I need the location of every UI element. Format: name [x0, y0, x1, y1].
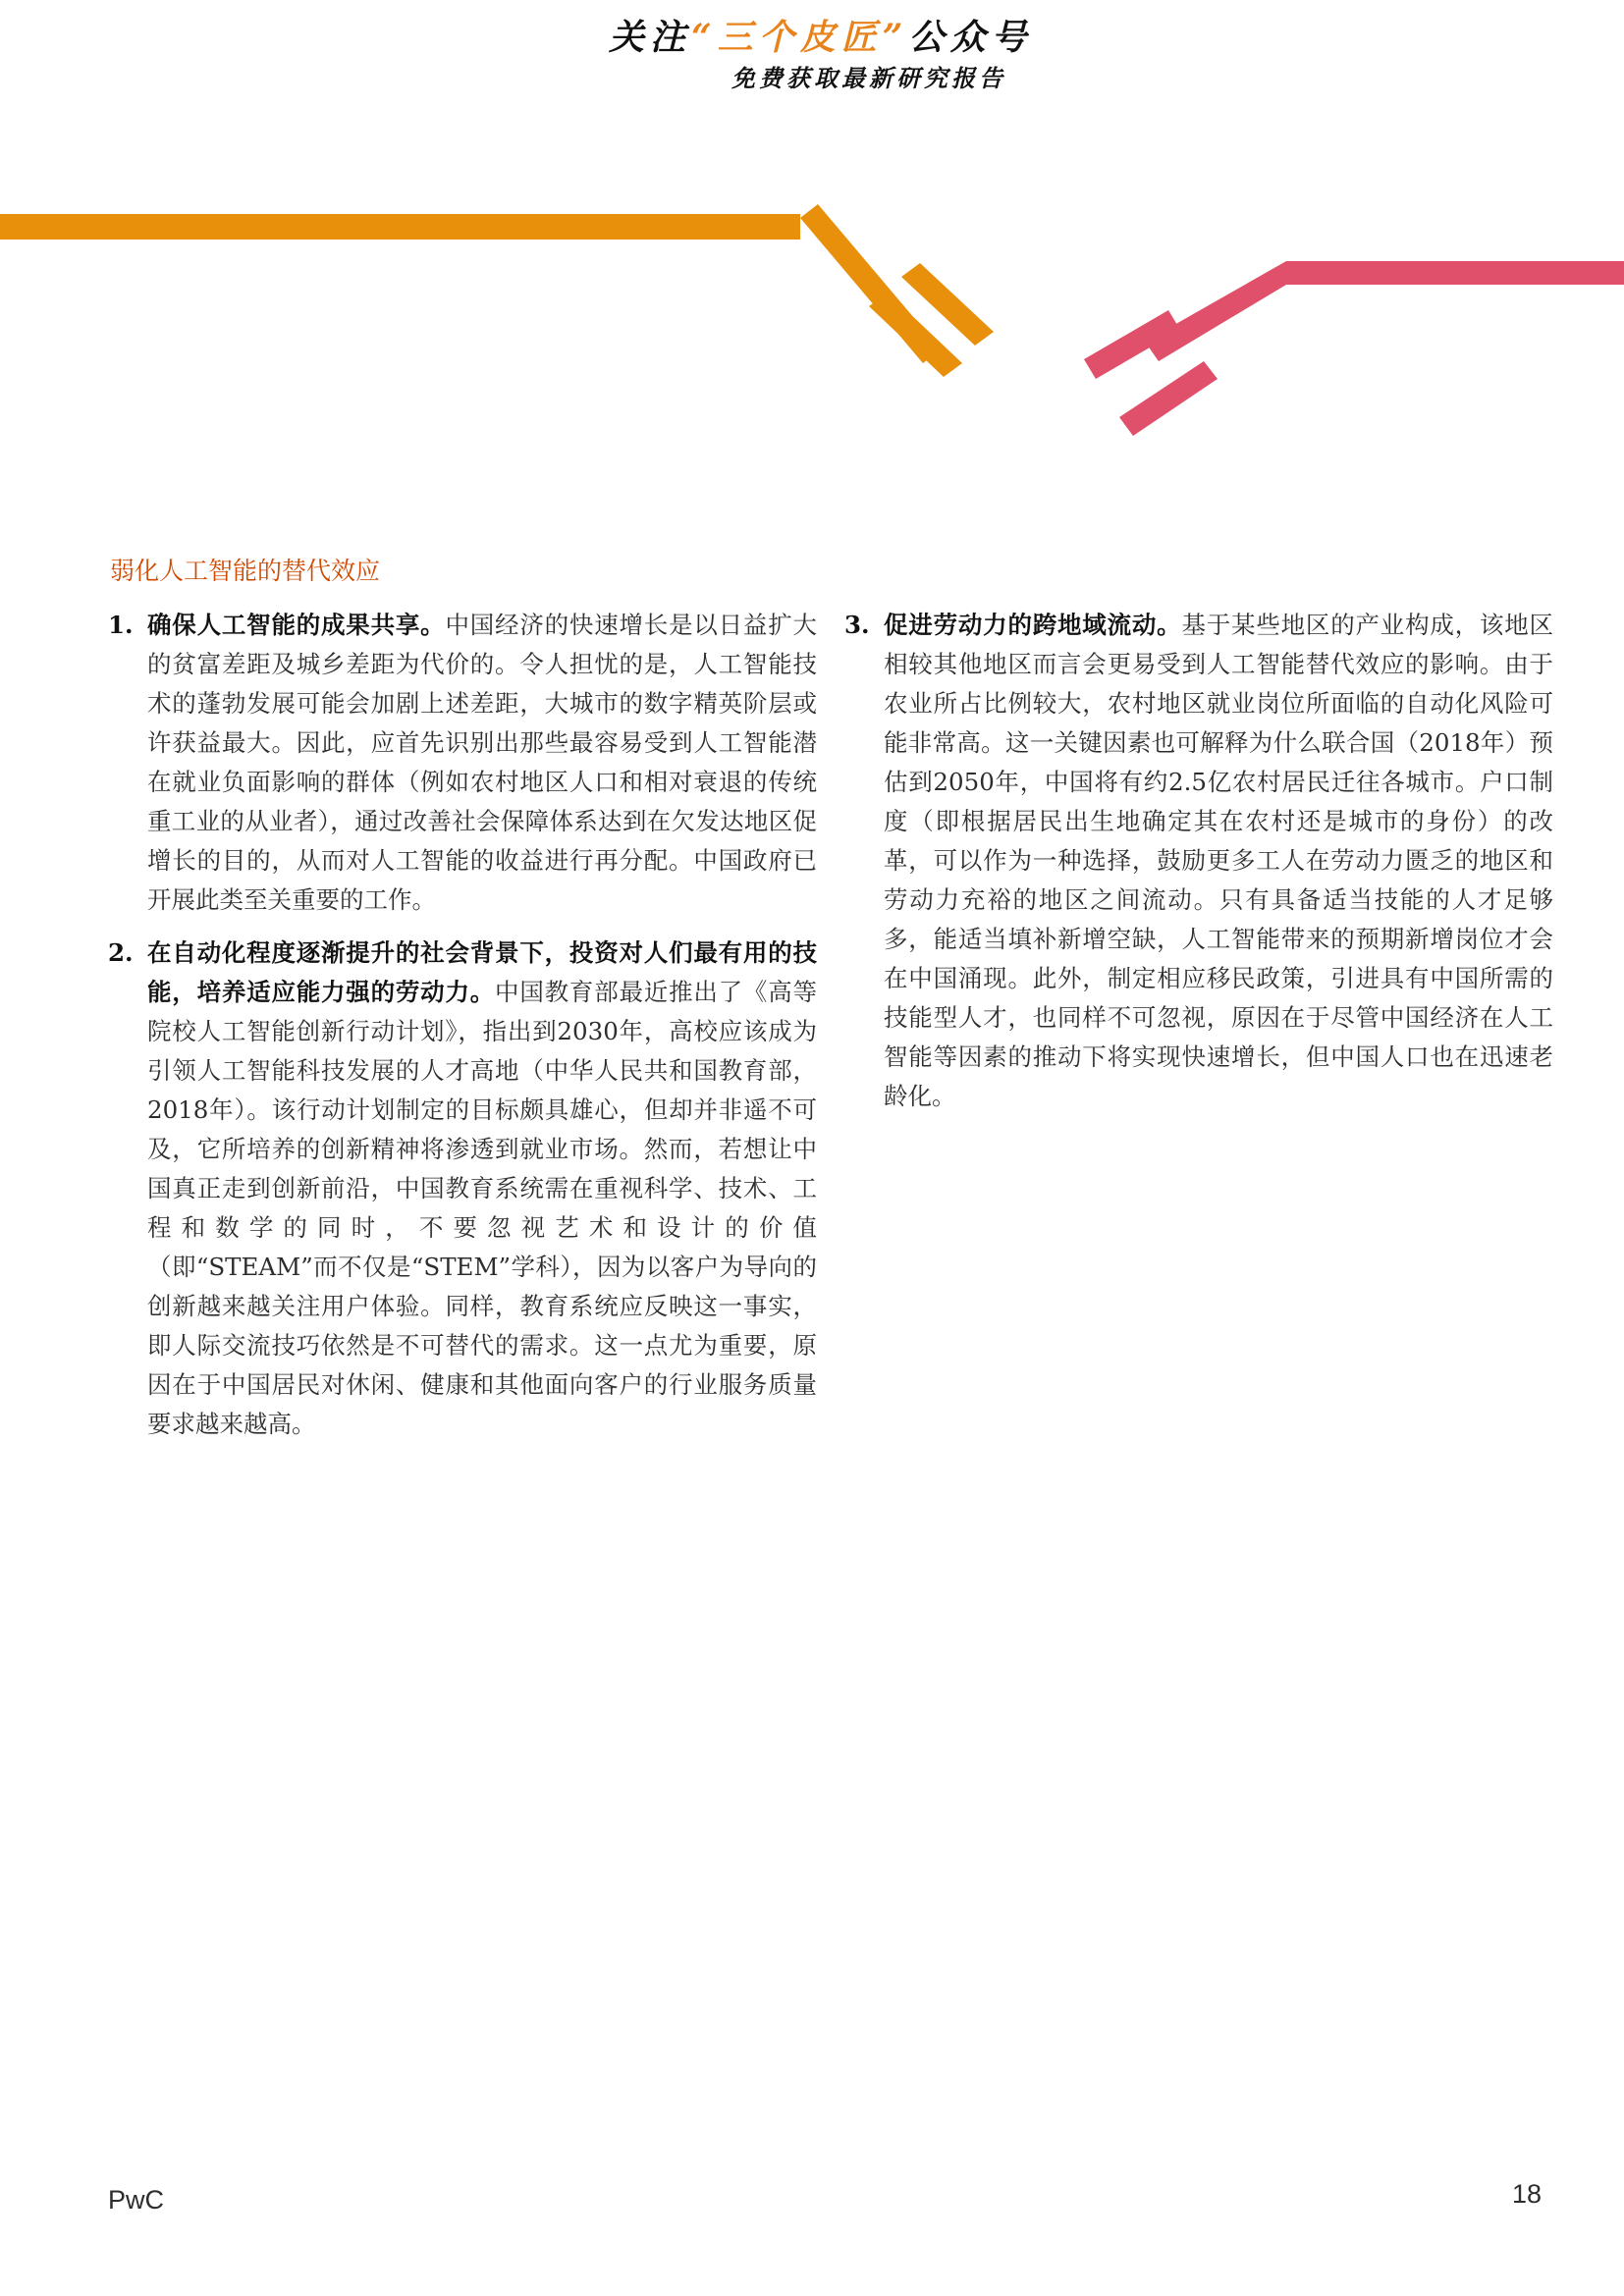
decorative-stripes — [0, 196, 1624, 452]
left-column — [108, 606, 817, 1458]
watermark-suffix: 公众号 — [908, 17, 1033, 58]
item-lead: 促进劳动力的跨地域流动。 — [884, 611, 1182, 639]
list-item — [844, 606, 1553, 1116]
item-body: 基于某些地区的产业构成，该地区相较其他地区而言会更易受到人工智能替代效应的影响。由于农业所占比例较大，农村地区就业岗位所面临的自动化风险可能非常高。这一关键因素也可解释为什么联合国（2018年）预估到2050年，中国将有约2.5亿农村居民迁往各城市。户口制度（即根据居民出生地确定其在农村还是城市的身份）的改革，可以作为一种选择，鼓励更多工人在劳动力匮乏的地区和劳动力充裕的地区之间流动。只有具备适当技能的人才足够多，能适当填补新增空缺，人工智能带来的预期新增岗位才会在中国涌现。此外，制定相应移民政策，引进具有中国所需的技能型人才，也同样不可忽视，原因在于尽管中国经济在人工智能等因素的推动下将实现快速增长，但中国人口也在迅速老龄化。 — [884, 611, 1554, 1110]
footer-brand: PwC — [108, 2185, 165, 2215]
item-lead: 在自动化程度逐渐提升的社会背景下，投资对人们最有用的技能，培养适应能力强的劳动力。 — [147, 938, 817, 1006]
item-body: 中国经济的快速增长是以日益扩大的贫富差距及城乡差距为代价的。令人担忧的是，人工智能技术的蓬勃发展可能会加剧上述差距，大城市的数字精英阶层或许获益最大。因此，应首先识别出那些最容易受到人工智能潜在就业负面影响的群体（例如农村地区人口和相对衰退的传统重工业的从业者），通过改善社会保障体系达到在欠发达地区促增长的目的，从而对人工智能的收益进行再分配。中国政府已开展此类至关重要的工作。 — [147, 611, 818, 914]
right-column — [844, 606, 1553, 1130]
list-item — [108, 606, 817, 920]
page-number: 18 — [1511, 2179, 1542, 2209]
item-number: 2. — [108, 938, 134, 967]
section-heading: 弱化人工智能的替代效应 — [110, 557, 381, 585]
watermark-subtitle: 免费获取最新研究报告 — [731, 64, 1006, 92]
pink-band — [1286, 261, 1624, 285]
item-lead: 确保人工智能的成果共享。 — [147, 611, 446, 639]
pink-small-bar-bottom — [1119, 361, 1218, 436]
list-item — [108, 934, 817, 1444]
pink-diagonal-bar — [1145, 261, 1286, 361]
orange-band — [0, 214, 800, 240]
watermark-highlight: “三个皮匠” — [691, 17, 909, 58]
item-body: 中国教育部最近推出了《高等院校人工智能创新行动计划》，指出到2030年，高校应该成为引领人工智能科技发展的人才高地（中华人民共和国教育部，2018年）。该行动计划制定的目标颇具雄心，但却并非遥不可及，它所培养的创新精神将渗透到就业市场。然而，若想让中国真正走到创新前沿，中国教育系统需在重视科学、技术、工程和数学的同时，不要忽视艺术和设计的价值（即“STEAM”而不仅是“STEM”学科），因为以客户为导向的创新越来越关注用户体验。同样，教育系统应反映这一事实，即人际交流技巧依然是不可替代的需求。这一点尤为重要，原因在于中国居民对休闲、健康和其他面向客户的行业服务质量要求越来越高。 — [147, 978, 818, 1438]
item-number: 1. — [108, 611, 134, 639]
watermark-prefix: 关注 — [609, 17, 692, 58]
watermark-title — [609, 10, 1032, 60]
item-number: 3. — [844, 611, 870, 639]
